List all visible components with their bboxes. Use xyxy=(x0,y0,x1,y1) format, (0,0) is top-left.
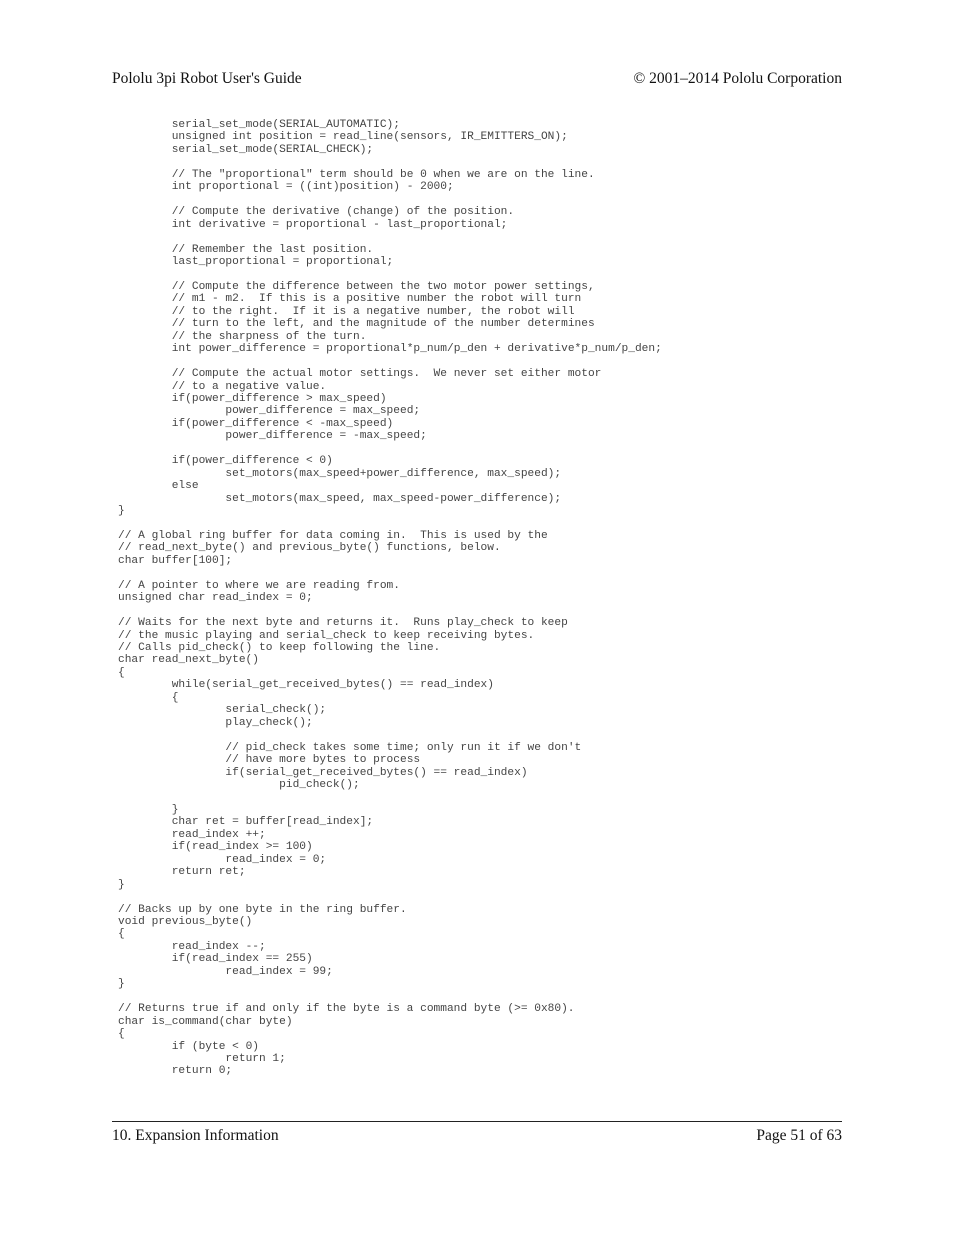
page-footer xyxy=(112,1127,842,1147)
page-header xyxy=(112,70,842,90)
copyright-notice: © 2001–2014 Pololu Corporation xyxy=(633,70,842,87)
code-listing: serial_set_mode(SERIAL_AUTOMATIC); unsigned int position = read_line(sensors, IR_EMITTERS_ON); serial_set_mode(SERIAL_CHECK); // The "proportional" term should be 0 when we are on the line. int proportional = ((int)position) - 2000; // Compute the derivative (change) of the position. int derivative = proportional - last_proportional; // Remember the last position. last_proportional = proportional; // Compute the difference between the two motor power settings, // m1 - m2. If this is a positive number the robot will turn // to the right. If it is a negative number, the robot will // turn to the left, and the magnitude of the number determines // the sharpness of the turn. int power_difference = proportional*p_num/p_den + derivative*p_num/p_den; // Compute the actual motor settings. We never set either motor // to a negative value. if(power_difference > max_speed) power_difference = max_speed; if(power_difference < -max_speed) power_difference = -max_speed; if(power_difference < 0) set_motors(max_speed+power_difference, max_speed); else set_motors(max_speed, max_speed-power_difference); } // A global ring buffer for data coming in. This is used by the // read_next_byte() and previous_byte() functions, below. char buffer[100]; // A pointer to where we are reading from. unsigned char read_index = 0; // Waits for the next byte and returns it. Runs play_check to keep // the music playing and serial_check to keep receiving bytes. // Calls pid_check() to keep following the line. char read_next_byte() { while(serial_get_received_bytes() == read_index) { serial_check(); play_check(); // pid_check takes some time; only run it if we don't // have more bytes to process if(serial_get_received_bytes() == read_index) pid_check(); } char ret = buffer[read_index]; read_index ++; if(read_index >= 100) read_index = 0; return ret; } // Backs up by one byte in the ring buffer. void previous_byte() { read_index --; if(read_index == 255) read_index = 99; } // Returns true if and only if the byte is a command byte (>= 0x80). char is_command(char byte) { if (byte < 0) return 1; return 0; xyxy=(118,119,662,1078)
section-title: 10. Expansion Information xyxy=(112,1127,279,1144)
page-number: Page 51 of 63 xyxy=(756,1127,842,1144)
footer-divider xyxy=(112,1121,842,1122)
document-title: Pololu 3pi Robot User's Guide xyxy=(112,70,302,87)
